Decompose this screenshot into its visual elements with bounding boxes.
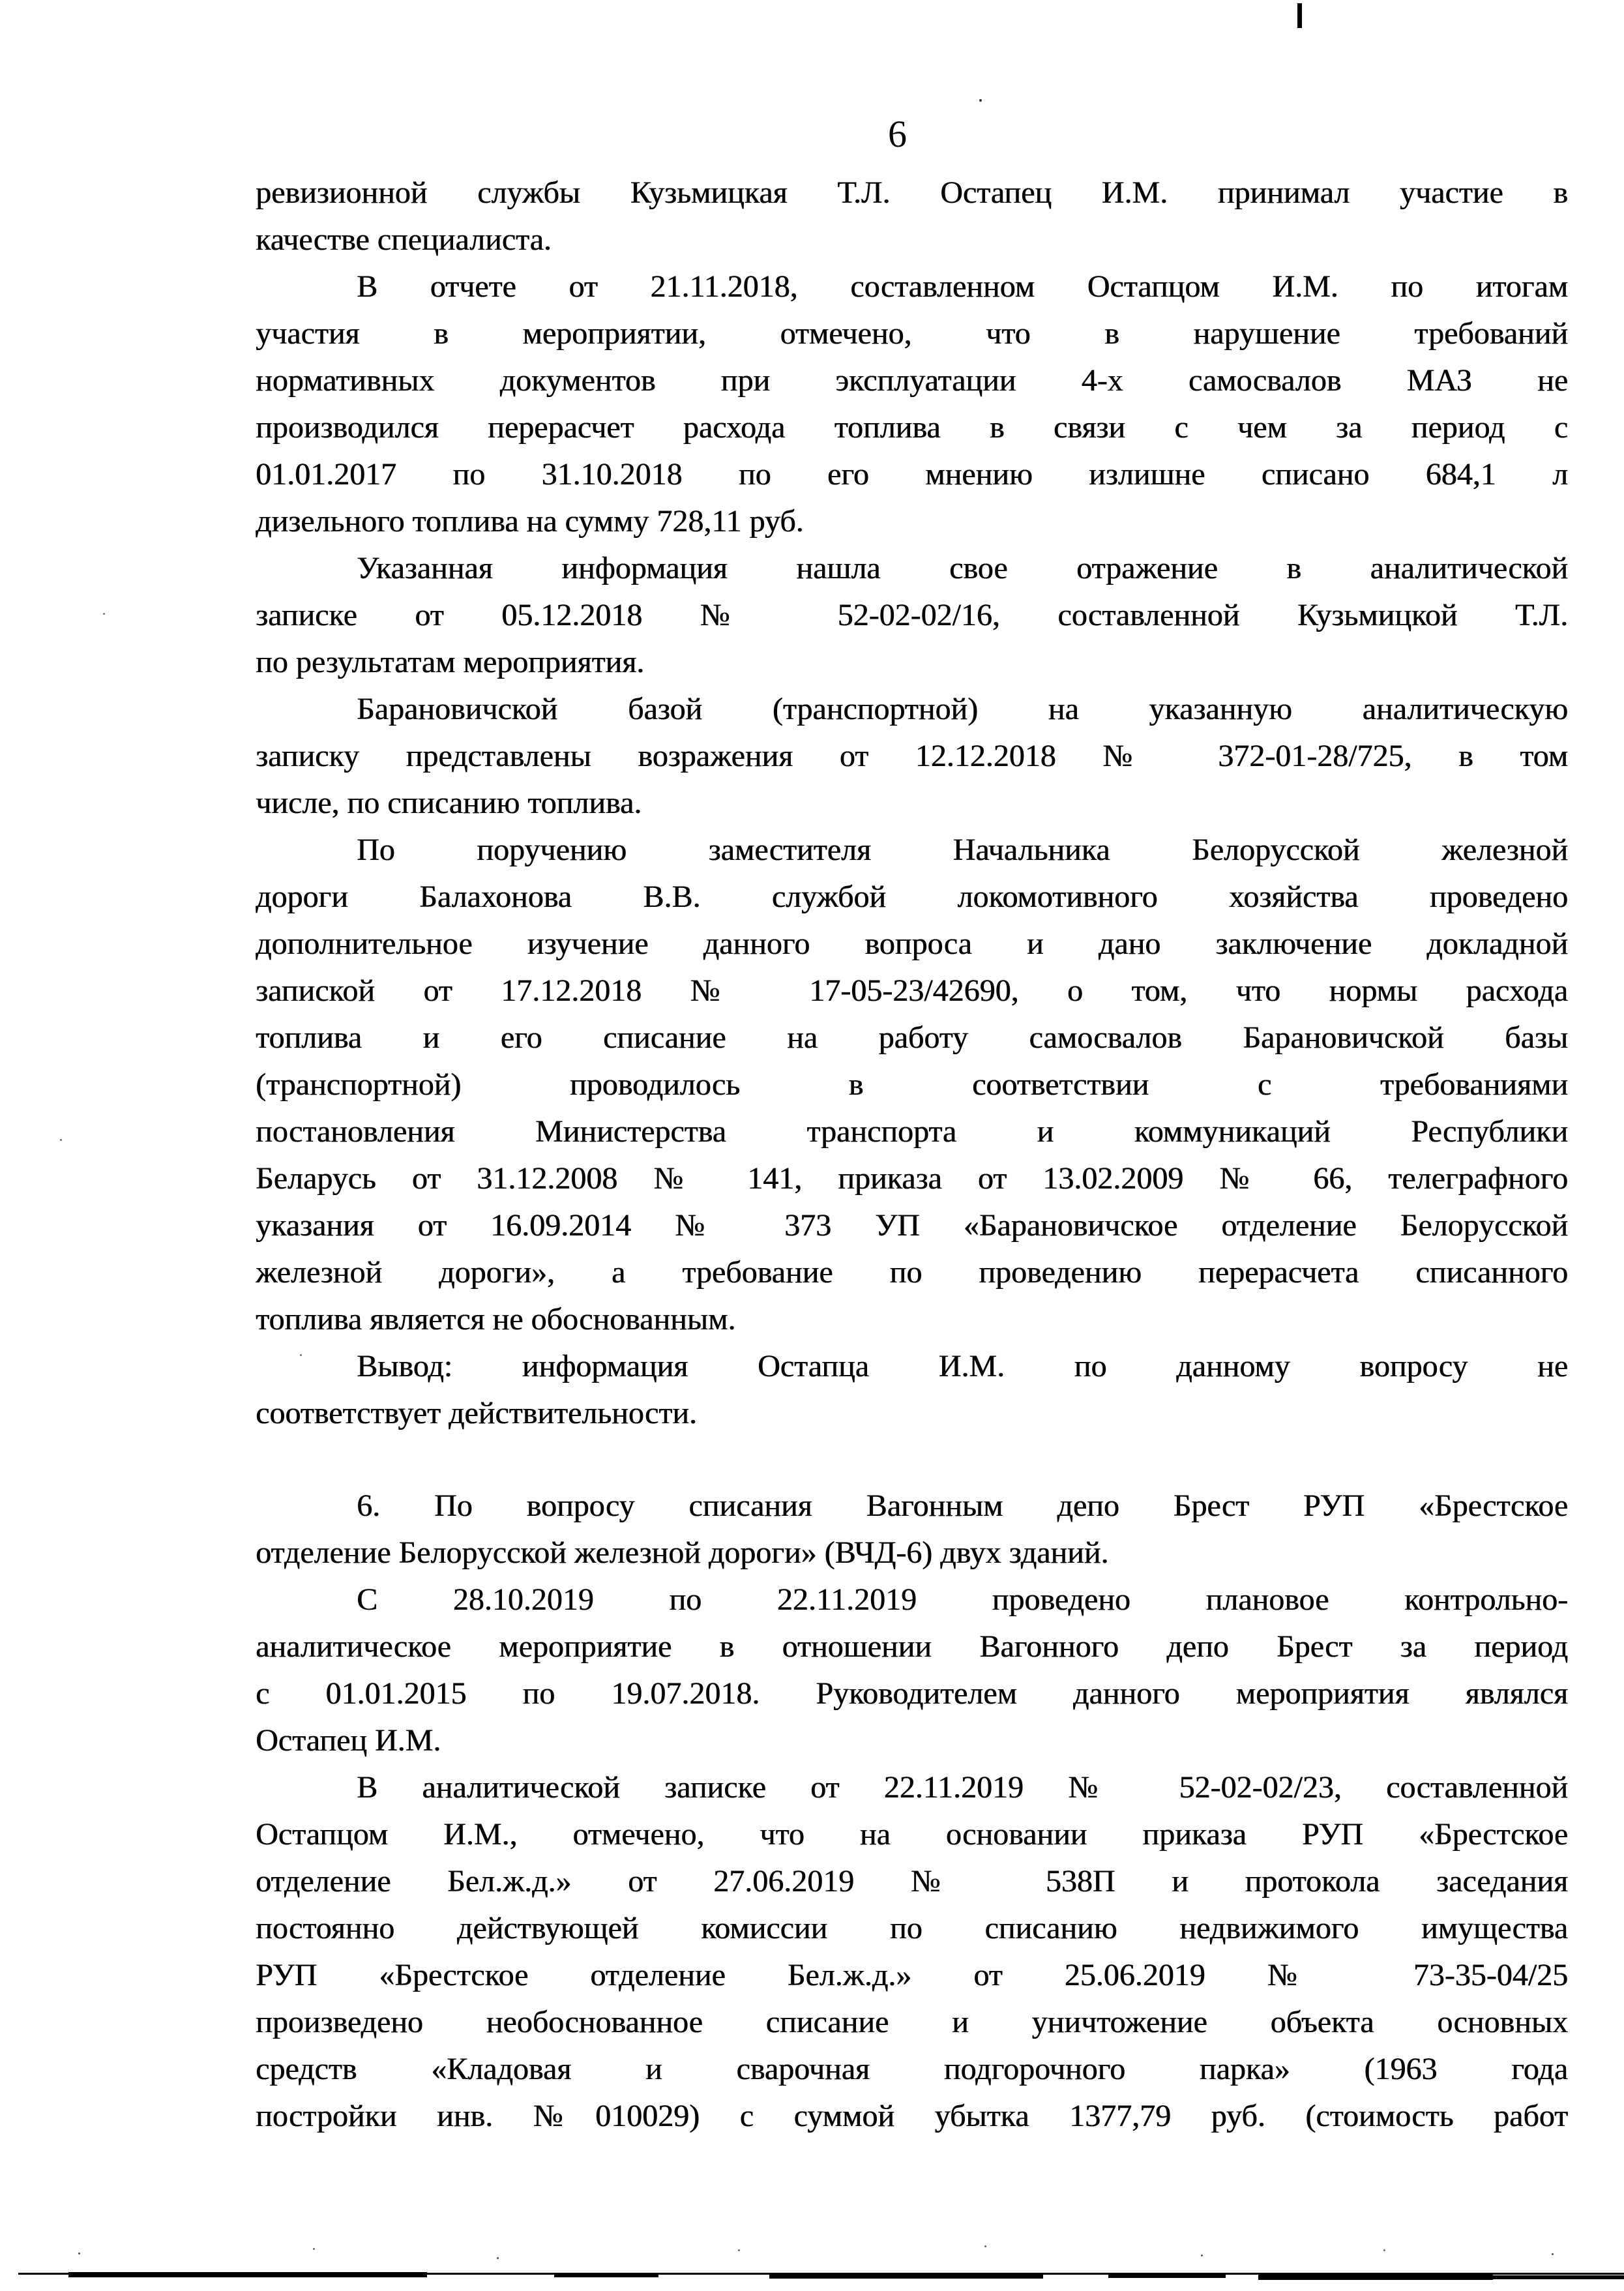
text-line: по результатам мероприятия. [256, 645, 645, 679]
text-line: участия в мероприятии, отмечено, что в нарушение требований [256, 316, 1568, 351]
scan-artifact-tick [1297, 3, 1302, 28]
text-line: произведено необоснованное списание и уничтожение объекта основных [256, 2005, 1568, 2039]
scan-edge-segment [769, 2274, 1043, 2279]
paragraph [256, 545, 1568, 686]
text-line: С 28.10.2019 по 22.11.2019 проведено плановое контрольно- [357, 1582, 1568, 1617]
scan-noise-dot [738, 2249, 740, 2251]
scan-artifact-bottom-edge [0, 2271, 1624, 2279]
text-line: отделение Бел.ж.д.» от 27.06.2019 № 538П и протокола заседания [256, 1864, 1568, 1899]
text-line: По поручению заместителя Начальника Белорусской железной [357, 833, 1568, 867]
scan-noise-dot [979, 99, 982, 102]
paragraph [256, 170, 1568, 263]
scan-noise-dot [78, 2253, 80, 2254]
text-line: постоянно действующей комиссии по списанию недвижимого имущества [256, 1911, 1568, 1945]
text-line: дополнительное изучение данного вопроса и дано заключение докладной [256, 926, 1568, 961]
text-line: Остапец И.М. [256, 1723, 441, 1758]
scan-edge-segment [68, 2272, 427, 2277]
paragraph [256, 263, 1568, 545]
paragraph [256, 1576, 1568, 1764]
text-line: железной дороги», а требование по проведению перерасчета списанного [256, 1255, 1568, 1290]
text-line: Беларусь от 31.12.2008 № 141, приказа от 13.02.2009 № 66, телеграфного [256, 1161, 1568, 1196]
text-line: записке от 05.12.2018 № 52-02-02/16, составленной Кузьмицкой Т.Л. [256, 598, 1568, 632]
text-line: В отчете от 21.11.2018, составленном Остапцом И.М. по итогам [357, 269, 1568, 304]
text-line: топлива является не обоснованным. [256, 1302, 736, 1337]
text-line: с 01.01.2015 по 19.07.2018. Руководителем данного мероприятия являлся [256, 1676, 1568, 1711]
text-line: соответствует действительности. [256, 1396, 697, 1430]
scan-noise-dot [1201, 2254, 1203, 2256]
scan-edge-segment [1108, 2275, 1226, 2278]
paragraph [256, 827, 1568, 1343]
scan-noise-dot [313, 2248, 315, 2250]
text-line: В аналитической записке от 22.11.2019 № 52-02-02/23, составленной [357, 1770, 1568, 1805]
text-line: постановления Министерства транспорта и коммуникаций Республики [256, 1114, 1568, 1149]
text-line: качестве специалиста. [256, 222, 552, 257]
scan-edge-segment [1493, 2275, 1624, 2279]
scan-edge-segment [1258, 2275, 1493, 2280]
scan-noise-dot [984, 2245, 986, 2247]
text-line: ревизионной службы Кузьмицкая Т.Л. Остапец И.М. принимал участие в [256, 175, 1568, 210]
text-line: дороги Балахонова В.В. службой локомотивного хозяйства проведено [256, 879, 1568, 914]
text-line: нормативных документов при эксплуатации 4-х самосвалов МАЗ не [256, 363, 1568, 398]
text-line: аналитическое мероприятие в отношении Вагонного депо Брест за период [256, 1629, 1568, 1664]
text-line: указания от 16.09.2014 № 373 УП «Барановичское отделение Белорусской [256, 1208, 1568, 1243]
text-line: 6. По вопросу списания Вагонным депо Брест РУП «Брестское [357, 1488, 1568, 1523]
text-line: числе, по списанию топлива. [256, 786, 642, 820]
paragraph [256, 1764, 1568, 2140]
scan-noise-dot [1383, 2249, 1385, 2251]
text-line: отделение Белорусской железной дороги» (ВЧД-6) двух зданий. [256, 1535, 1109, 1570]
scan-noise-dot [103, 613, 105, 615]
text-line: запиской от 17.12.2018 № 17-05-23/42690, о том, что нормы расхода [256, 973, 1568, 1008]
text-line: 01.01.2017 по 31.10.2018 по его мнению излишне списано 684,1 л [256, 457, 1568, 492]
scan-noise-dot [497, 2257, 499, 2259]
text-line: записку представлены возражения от 12.12.2018 № 372-01-28/725, в том [256, 739, 1568, 773]
text-line: дизельного топлива на сумму 728,11 руб. [256, 504, 804, 539]
text-line: Вывод: информация Остапца И.М. по данному вопросу не [357, 1349, 1568, 1383]
scan-noise-dot [1552, 2253, 1554, 2255]
text-line: Барановичской базой (транспортной) на указанную аналитическую [357, 692, 1568, 726]
paragraph [256, 686, 1568, 827]
scan-noise-dot [300, 1354, 302, 1356]
scan-noise-dot [60, 1139, 62, 1141]
page-number: 6 [888, 113, 908, 155]
text-line: постройки инв. №010029) с суммой убытка 1377,79 руб. (стоимость работ [256, 2099, 1568, 2133]
text-line: производился перерасчет расхода топлива в связи с чем за период с [256, 410, 1568, 445]
paragraph [256, 1343, 1568, 1437]
text-line: топлива и его списание на работу самосвалов Барановичской базы [256, 1020, 1568, 1055]
scan-edge-segment [554, 2273, 658, 2277]
text-line: (транспортной) проводилось в соответствии с требованиями [256, 1067, 1568, 1102]
paragraph [256, 1483, 1568, 1576]
document-body [256, 170, 1568, 2140]
text-line: Указанная информация нашла свое отражение в аналитической [357, 551, 1568, 585]
text-line: средств «Кладовая и сварочная подгорочного парка» (1963 года [256, 2052, 1568, 2086]
text-line: РУП «Брестское отделение Бел.ж.д.» от 25.06.2019 № 73-35-04/25 [256, 1958, 1568, 1992]
text-line: Остапцом И.М., отмечено, что на основании приказа РУП «Брестское [256, 1817, 1568, 1852]
